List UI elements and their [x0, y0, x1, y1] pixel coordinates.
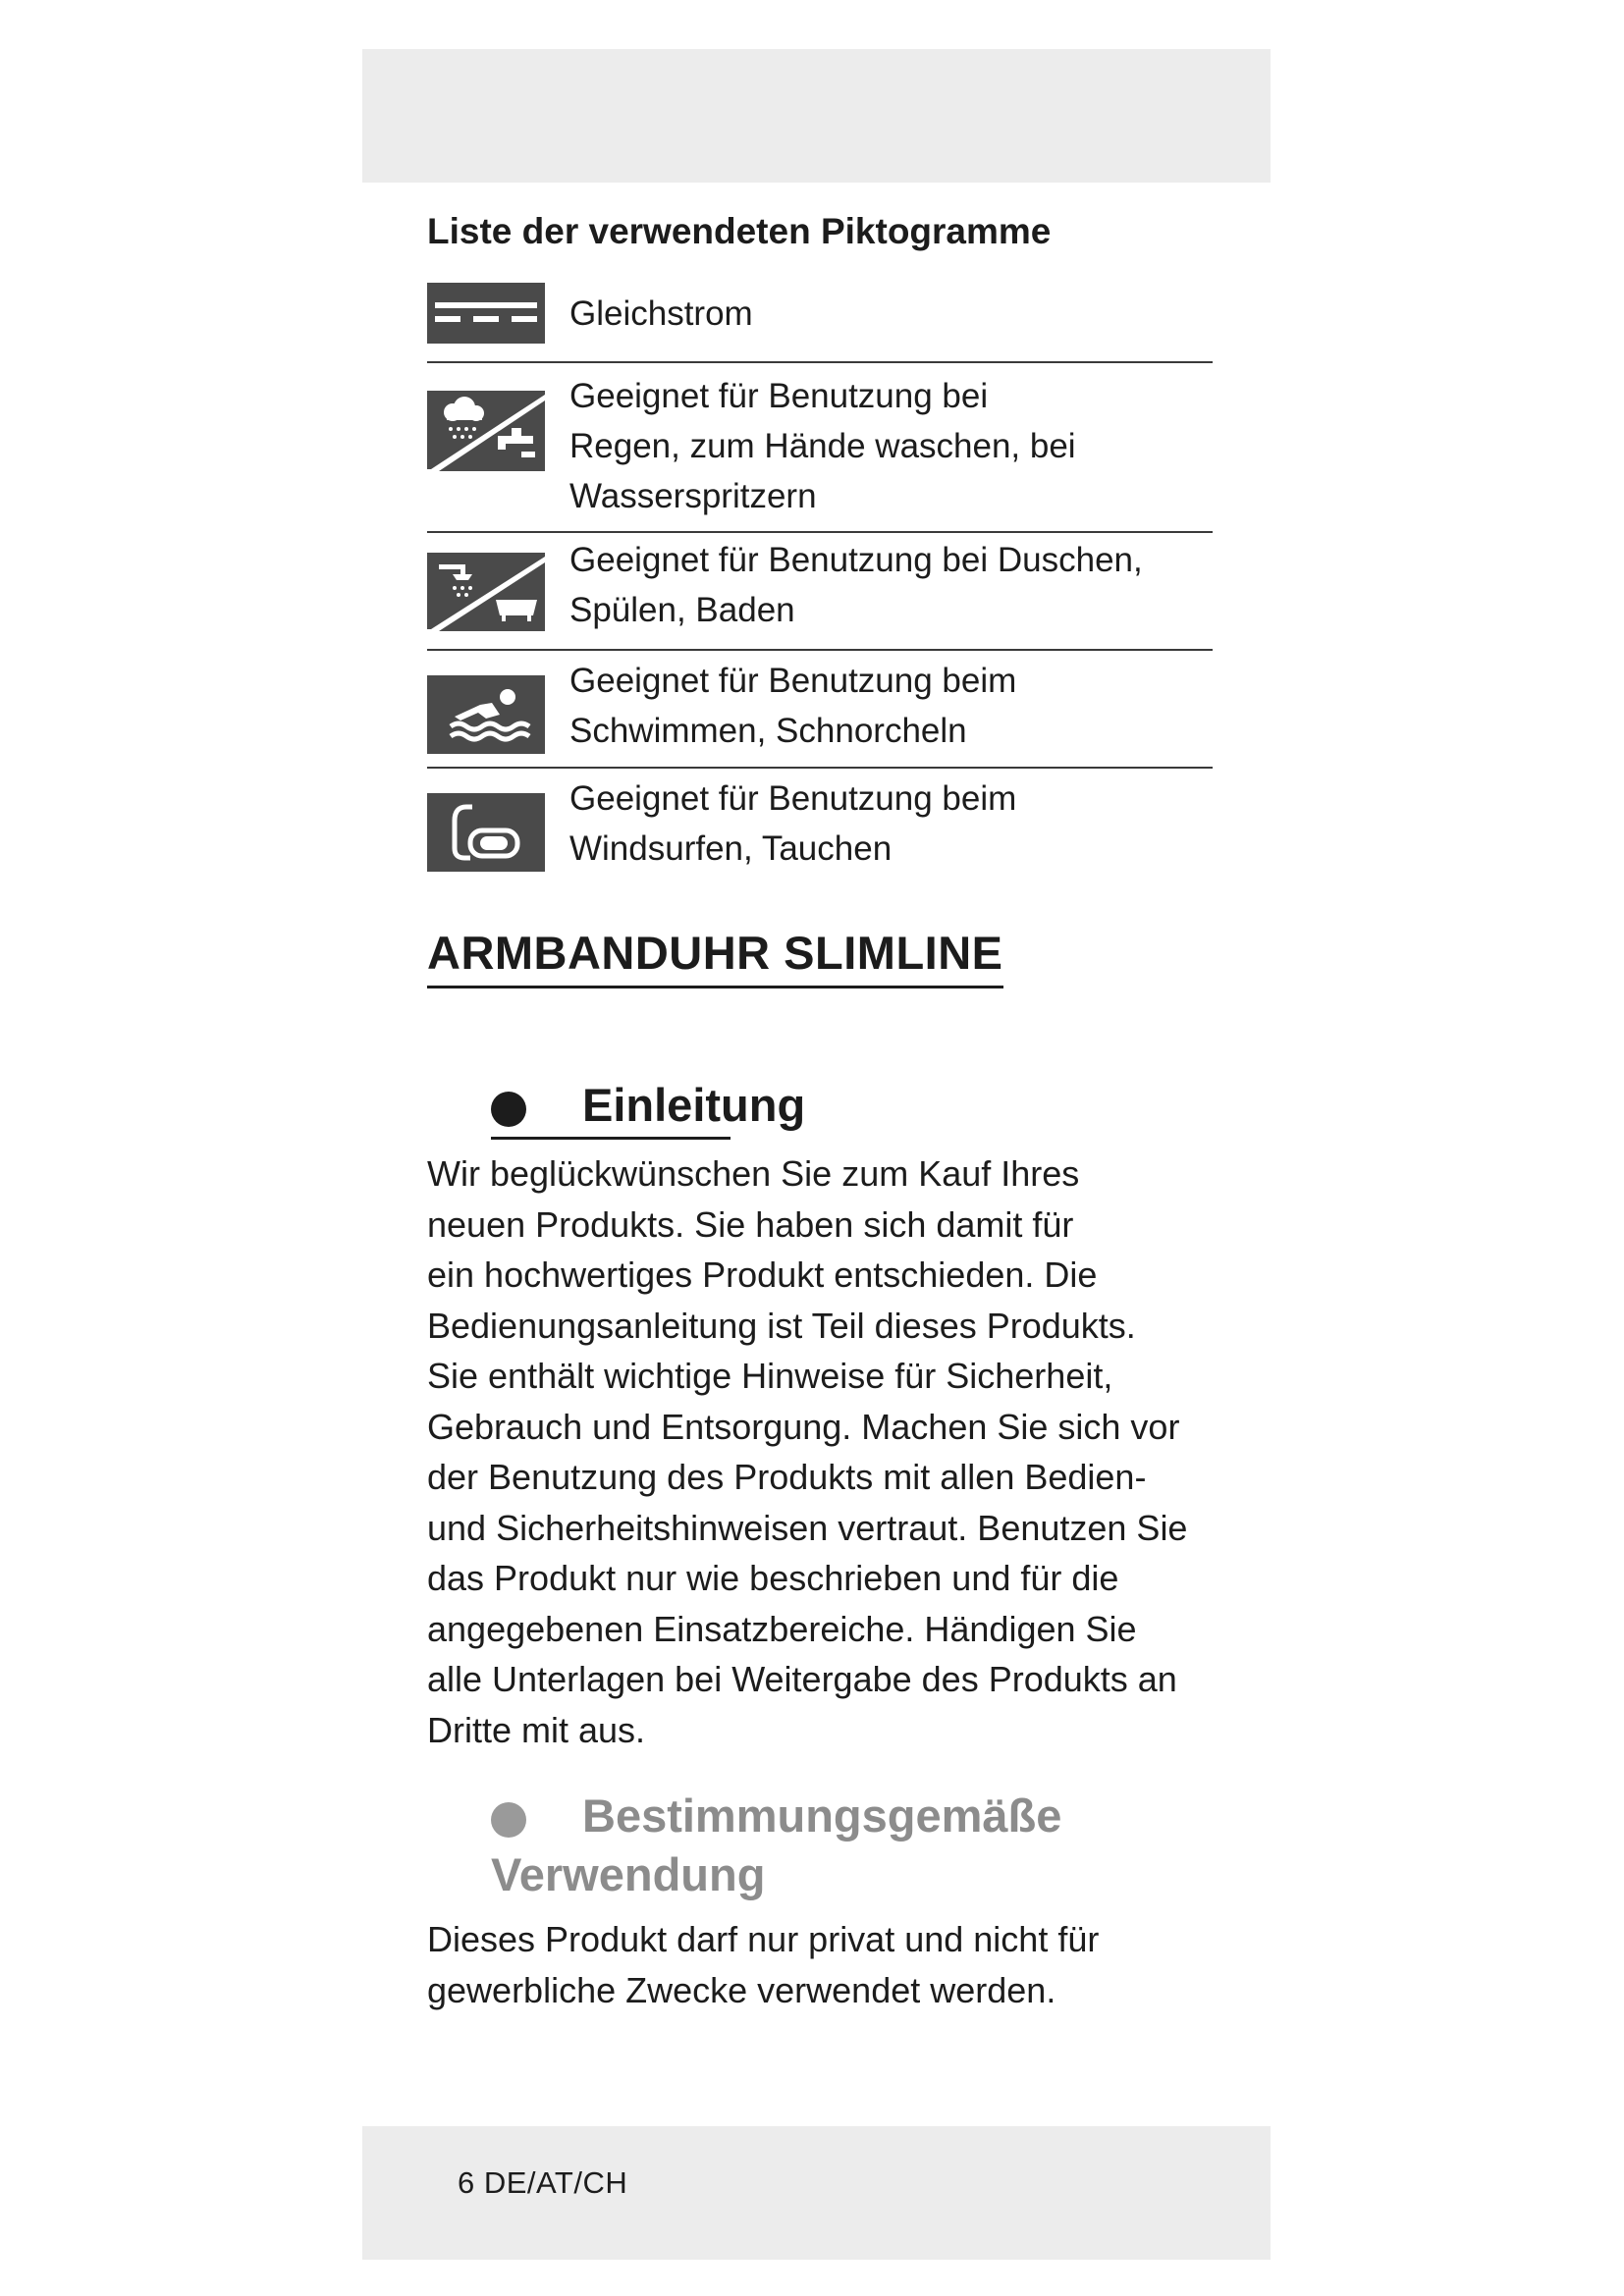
- intro-paragraph: Wir beglückwünschen Sie zum Kauf Ihres neuen Produkts. Sie haben sich damit für ein hochwertiges Produkt entschieden. Die Bedienungsanleitung ist Teil dieses Produkts. Sie enthält wichtige Hinweise für Sicherheit, Gebrauch und Entsorgung. Machen Sie sich vor der Benutzung des Produkts mit allen Bedien- und Sicherheitshinweisen vertraut. Benutzen Sie das Produkt nur wie beschrieben und für die angegebenen Einsatzbereiche. Händigen Sie alle Unterlagen bei Weitergabe des Produkts an Dritte mit aus.: [427, 1153, 1188, 1750]
- snorkel-mask-icon: [427, 793, 545, 872]
- heading-underline: [491, 1137, 731, 1140]
- bullet-icon: [491, 1802, 526, 1838]
- product-title: ARMBANDUHR SLIMLINE: [427, 926, 1003, 988]
- pictogram-text: Gleichstrom: [569, 294, 753, 333]
- direct-current-icon: [427, 283, 545, 344]
- pictogram-list: [427, 283, 1213, 884]
- swimming-icon: [427, 675, 545, 754]
- pictogram-text: Geeignet für Benutzung beim Schwimmen, Schnorcheln: [569, 662, 1017, 750]
- bullet-icon: [491, 1092, 526, 1127]
- pictogram-row-rain: [427, 363, 1213, 533]
- manual-page: Liste der verwendeten Piktogramme Gleichstrom Geeignet für Benutzung bei Regen, zum Hände waschen, bei Wasserspritzern Geeignet für Benutzung bei Duschen, Spülen, Baden Geeignet für Benutzung beim Schwimmen, Schnorcheln Geeignet für Benutzung beim Windsurfen, Tauchen ARMBANDUHR SLIMLINE Einleitung Wir beglückwünschen Sie zum Kauf Ihres neuen Produkts. Sie haben sich damit für ein hochwertiges Produkt entschieden. Die Bedienungsanleitung ist Teil dieses Produkts. Sie enthält wichtige Hinweise für Sicherheit, Gebrauch und Entsorgung. Machen Sie sich vor der Benutzung des Produkts mit allen Bedien- und Sicherheitshinweisen vertraut. Benutzen Sie das Produkt nur wie beschrieben und für die angegebenen Einsatzbereiche. Händigen Sie alle Unterlagen bei Weitergabe des Produkts an Dritte mit aus. Bestimmungsgemäße Verwendung Dieses Produkt darf nur privat und nicht für gewerbliche Zwecke verwendet werden. 6 DE/AT/CH: [362, 49, 1271, 2260]
- header-band: [362, 49, 1271, 183]
- pictogram-row-direct-current: [427, 283, 1213, 363]
- shower-bath-icon: [427, 553, 545, 631]
- pictogram-text: Geeignet für Benutzung bei Duschen, Spülen, Baden: [569, 541, 1143, 629]
- intended-use-paragraph: Dieses Produkt darf nur privat und nicht für gewerbliche Zwecke verwendet werden.: [427, 1919, 1100, 2010]
- pictogram-row-swimming: [427, 651, 1213, 769]
- pictogram-row-snorkel: [427, 769, 1213, 884]
- pictogram-text: Geeignet für Benutzung beim Windsurfen, Tauchen: [569, 779, 1017, 868]
- pictogram-row-shower: [427, 533, 1213, 651]
- pictogram-list-title: Liste der verwendeten Piktogramme: [427, 211, 1052, 251]
- rain-handwash-icon: [427, 391, 545, 471]
- page-number: 6 DE/AT/CH: [458, 2165, 628, 2200]
- footer-band: [362, 2126, 1271, 2260]
- pictogram-text: Geeignet für Benutzung bei Regen, zum Hände waschen, bei Wasserspritzern: [569, 377, 1076, 515]
